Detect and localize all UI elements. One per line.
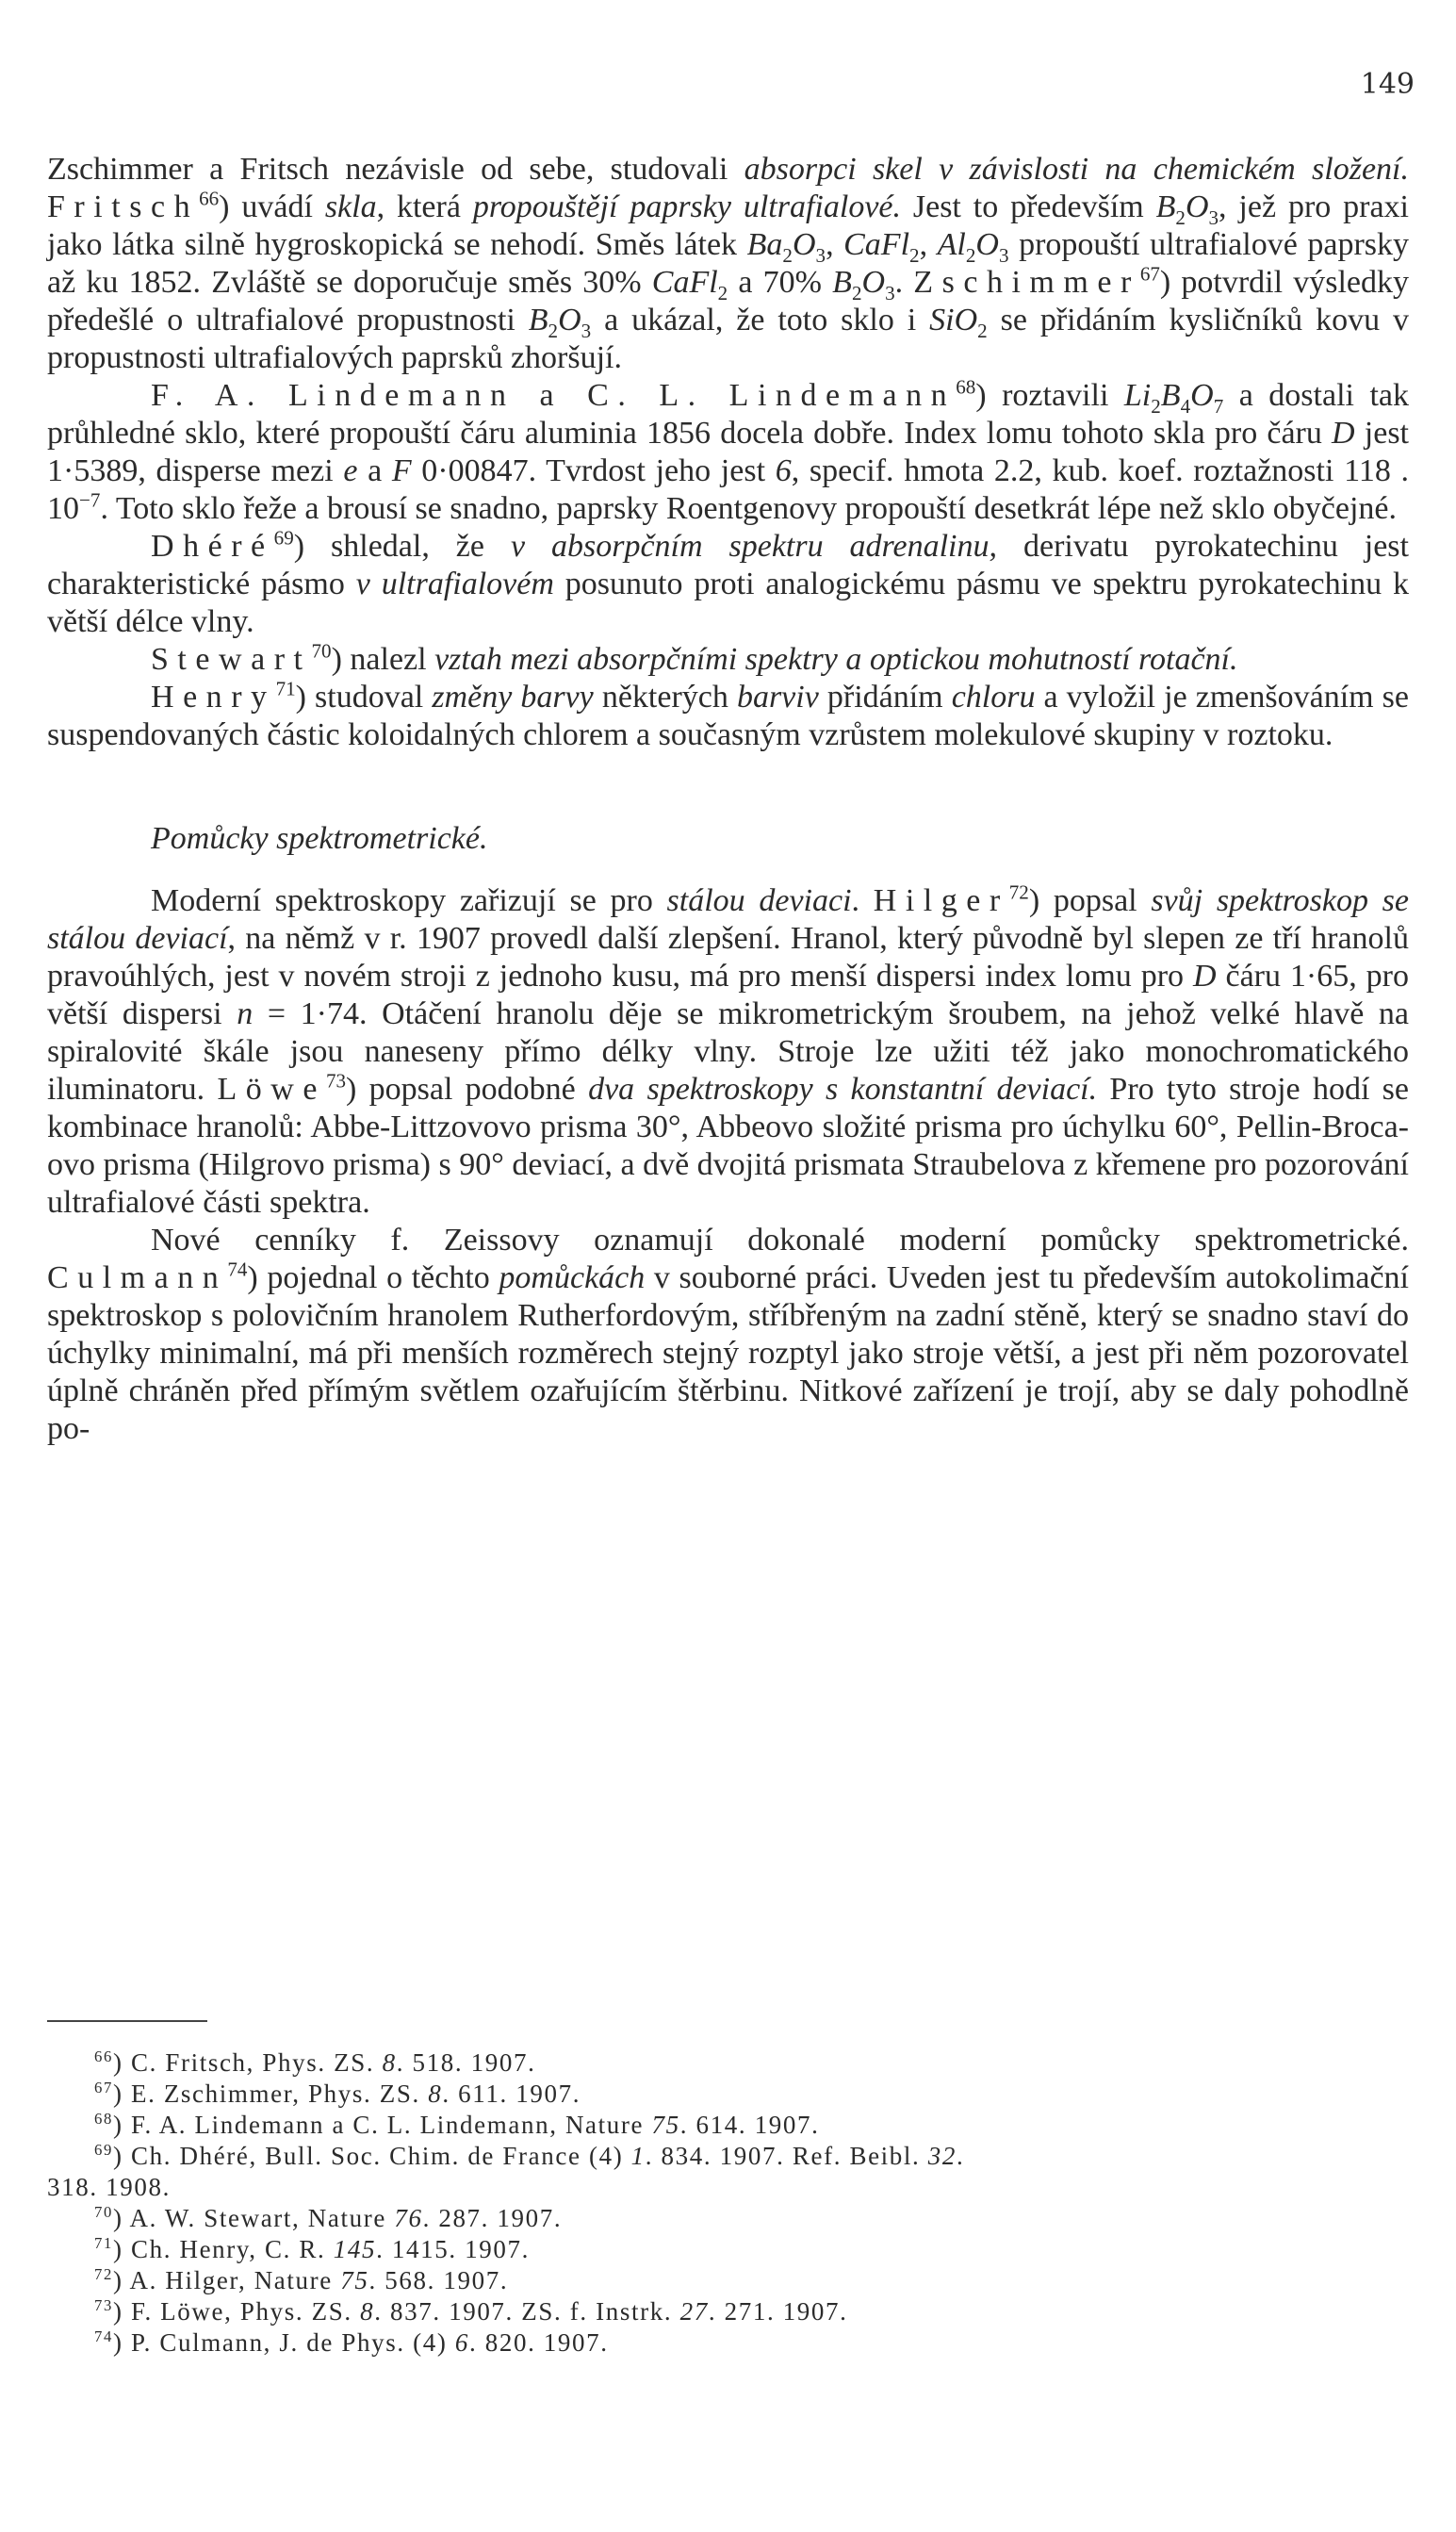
text-run: ) pojednal o těchto xyxy=(247,1260,499,1295)
text-run: a vyložil je zmenšováním se suspendovaných částic koloidalných chlorem a současným vzrůstem molekulové skupiny v roztoku. xyxy=(47,680,1409,752)
footnote-text: . 518. 1907. xyxy=(396,2048,536,2077)
text-run: posunuto proti analogickému pásmu ve spektru pyrokatechinu k větší délce vlny. xyxy=(47,567,1409,639)
footnote-divider xyxy=(47,2020,207,2022)
footnote-text: . 568. 1907. xyxy=(368,2266,509,2294)
text-run: e xyxy=(343,453,358,488)
text-run: Ba xyxy=(746,227,783,262)
footnote-number: 67 xyxy=(94,2079,113,2096)
text-run: ) shledal, že xyxy=(293,529,511,564)
text-run: čáru 1·65, pro větší dispersi xyxy=(47,959,1409,1031)
paragraph xyxy=(47,1222,1409,1448)
text-run: a 70% xyxy=(728,265,833,300)
text-run: Li xyxy=(1123,378,1152,413)
text-run: jest 1·5389, disperse mezi xyxy=(47,416,1409,488)
text-run: absorpci skel v závislosti na chemickém složení. xyxy=(744,152,1409,187)
text-run: O xyxy=(1190,378,1214,413)
footnote-text: . 287. 1907. xyxy=(422,2204,563,2232)
footnote-ref: 73 xyxy=(325,1069,347,1093)
subscript: 2 xyxy=(782,243,793,267)
subscript: 2 xyxy=(977,319,988,342)
text-run: . Toto sklo řeže a brousí se snadno, paprsky Roentgenovy propouští desetkrát lépe než sklo obyčejné. xyxy=(100,491,1397,526)
footnote-ref: 72 xyxy=(1008,880,1029,904)
subscript: 2 xyxy=(717,281,728,304)
paragraph xyxy=(47,679,1409,754)
footnote xyxy=(94,2265,1404,2296)
text-run: CaFl xyxy=(843,227,910,262)
author-name: Dhéré xyxy=(151,529,274,564)
text-run: B xyxy=(1155,189,1176,224)
author-name: F. A. Lindemann a C. L. Lindemann xyxy=(151,378,957,413)
text-run: , jež pro praxi jako látka silně hygroskopická se nehodí. Směs látek xyxy=(47,189,1410,262)
subscript: 3 xyxy=(998,243,1009,267)
footnote-text: 8 xyxy=(382,2048,397,2077)
footnote-text: ) F. A. Lindemann a C. L. Lindemann, Nature xyxy=(112,2111,652,2139)
footnote-ref: −7 xyxy=(79,488,101,512)
text-run: ) popsal podobné xyxy=(346,1072,589,1107)
text-run: barviv xyxy=(736,680,819,715)
author-name: Stewart xyxy=(151,642,312,677)
text-run: skla xyxy=(324,189,377,224)
footnote-number: 70 xyxy=(94,2203,113,2221)
text-run: vztah mezi absorpčními spektry a optickou mohutností rotační. xyxy=(434,642,1238,677)
author-name: Fritsch xyxy=(47,189,200,224)
footnote-text: 1 xyxy=(630,2142,646,2170)
footnote xyxy=(94,2047,1404,2079)
text-run: , xyxy=(826,227,844,262)
text-run: dva spektroskopy s konstantní deviací. xyxy=(588,1072,1098,1107)
text-run: . xyxy=(851,883,874,918)
page-number: 149 xyxy=(1360,68,1415,101)
footnote-text: . 1415. 1907. xyxy=(376,2235,530,2263)
subscript: 2 xyxy=(851,281,862,304)
text-run: . xyxy=(894,265,914,300)
footnote-text: ) Ch. Henry, C. R. xyxy=(112,2235,334,2263)
footnote xyxy=(94,2327,1404,2359)
footnote-text: ) F. Löwe, Phys. ZS. xyxy=(112,2297,361,2326)
footnote-text: . xyxy=(957,2142,965,2170)
text-run: = 1·74. Otáčení hranolu děje se mikrometrickým šroubem, na jehož velké hlavě na spiralovité škále jsou naneseny přímo délky vlny. Stroje lze užiti též jako monochromatického iluminatoru. xyxy=(47,996,1410,1107)
footnote-text: ) A. Hilger, Nature xyxy=(112,2266,341,2294)
author-name: Henry xyxy=(151,680,276,715)
subscript: 2 xyxy=(909,243,920,267)
section-paragraphs xyxy=(47,882,1409,1448)
footnote-text: 32 xyxy=(927,2142,957,2170)
footnote-text: . 611. 1907. xyxy=(442,2080,581,2108)
footnote-text: . 834. 1907. Ref. Beibl. xyxy=(645,2142,928,2170)
text-run: CaFl xyxy=(651,265,718,300)
text-run: , která xyxy=(376,189,473,224)
footnote-text: 318. 1908. xyxy=(47,2173,171,2201)
footnote xyxy=(94,2141,1404,2172)
footnote-text: 75 xyxy=(340,2266,369,2294)
footnote-text: ) C. Fritsch, Phys. ZS. xyxy=(112,2048,383,2077)
text-run: a xyxy=(357,453,392,488)
footnote-text: 76 xyxy=(394,2204,423,2232)
text-run: ) popsal xyxy=(1028,883,1152,918)
text-run: některých xyxy=(593,680,737,715)
footnote-number: 71 xyxy=(94,2234,113,2252)
text-run: propouštějí paprsky ultrafialové. xyxy=(472,189,901,224)
subscript: 3 xyxy=(581,319,592,342)
text-run: B xyxy=(1160,378,1181,413)
text-run: , specif. hmota 2.2, kub. koef. roztažnosti 118 . 10 xyxy=(47,453,1410,526)
text-run: F xyxy=(391,453,412,488)
author-name: Culmann xyxy=(47,1260,228,1295)
footnote-text: 8 xyxy=(428,2080,443,2108)
footnote xyxy=(94,2079,1404,2110)
paragraphs xyxy=(47,151,1409,754)
footnote-text: 145 xyxy=(333,2235,377,2263)
text-run: Al xyxy=(937,227,966,262)
text-run: SiO xyxy=(929,303,978,337)
footnote-number: 72 xyxy=(94,2265,113,2283)
text-run: v absorpčním spektru adrenalinu, xyxy=(510,529,998,564)
text-run: a ukázal, že toto sklo i xyxy=(591,303,930,337)
footnote-number: 66 xyxy=(94,2047,113,2065)
subscript: 4 xyxy=(1180,394,1191,418)
subscript: 2 xyxy=(965,243,976,267)
footnote xyxy=(94,2110,1404,2141)
text-run: n xyxy=(237,996,254,1031)
subscript: 7 xyxy=(1213,394,1224,418)
footnote xyxy=(94,2296,1404,2327)
text-run: B xyxy=(832,265,852,300)
text-run: derivatu pyrokatechinu jest charakteristické pásmo xyxy=(47,529,1409,601)
footnote xyxy=(94,2203,1404,2234)
text-run: O xyxy=(861,265,886,300)
text-run: ) roztavili xyxy=(975,378,1124,413)
text-run: D xyxy=(1332,416,1355,451)
footnote-ref: 70 xyxy=(311,639,332,663)
footnote xyxy=(47,2172,1404,2203)
footnote-number: 73 xyxy=(94,2296,113,2314)
text-run: O xyxy=(792,227,816,262)
paragraph xyxy=(47,151,1409,377)
text-run: pomůckách xyxy=(499,1260,646,1295)
text-run: Zschimmer a Fritsch nezávisle od sebe, studovali xyxy=(47,152,744,187)
text-run: svůj spektroskop se stálou deviací xyxy=(47,883,1410,956)
subscript: 3 xyxy=(885,281,895,304)
footnote-ref: 74 xyxy=(227,1258,248,1281)
footnote-text: 6 xyxy=(454,2328,469,2357)
subscript: 3 xyxy=(815,243,826,267)
text-run: Pro tyto stroje hodí se kombinace hranolů: Abbe-Littzovovo prisma 30°, Abbeovo složité prisma pro úchylku 60°, Pellin-Broca-ovo prisma (Hilgrovo prisma) s 90° deviací, a dvě dvojitá prismata Straubelova z křemene pro pozorování ultrafialové části spektra. xyxy=(47,1072,1409,1220)
subscript: 3 xyxy=(1208,206,1219,229)
text-run: ) nalezl xyxy=(331,642,435,677)
text-run: 6 xyxy=(775,453,792,488)
text-run: Jest to především xyxy=(901,189,1156,224)
text-run: ) potvrdil výsledky předešlé o ultrafialové propustnosti xyxy=(47,265,1410,337)
main-text xyxy=(47,151,1409,1448)
text-run: stálou deviaci xyxy=(666,883,852,918)
paragraph xyxy=(47,377,1409,528)
footnote-text: ) E. Zschimmer, Phys. ZS. xyxy=(112,2080,429,2108)
footnote-text: ) P. Culmann, J. de Phys. (4) xyxy=(112,2328,455,2357)
footnote-text: 8 xyxy=(360,2297,375,2326)
footnote-ref: 68 xyxy=(956,375,976,399)
footnote-text: 27 xyxy=(679,2297,709,2326)
footnote-text: 75 xyxy=(651,2111,680,2139)
author-name: Zschimmer xyxy=(913,265,1140,300)
text-run: chloru xyxy=(951,680,1036,715)
footnote-ref: 66 xyxy=(199,187,220,210)
text-run: D xyxy=(1192,959,1217,994)
footnote-number: 69 xyxy=(94,2141,113,2159)
text-run: změny barvy xyxy=(432,680,594,715)
text-run: , na němž v r. 1907 provedl další zlepšení. Hranol, který původně byl slepen ze tří hranolů pravoúhlých, jest v novém stroji z jednoho kusu, má pro menší dispersi index lomu pro xyxy=(47,921,1410,994)
text-run: propouští ultrafialové paprsky až ku 1852. Zvláště se doporučuje směs 30% xyxy=(47,227,1409,300)
footnote-ref: 71 xyxy=(275,677,296,700)
text-run: O xyxy=(1185,189,1209,224)
footnote xyxy=(94,2234,1404,2265)
footnote-number: 68 xyxy=(94,2110,113,2128)
footnote-text: . 820. 1907. xyxy=(468,2328,609,2357)
subscript: 2 xyxy=(1151,394,1161,418)
text-run: v ultrafialovém xyxy=(355,567,554,601)
subscript: 2 xyxy=(548,319,559,342)
subscript: 2 xyxy=(1175,206,1186,229)
footnote-text: ) A. W. Stewart, Nature xyxy=(112,2204,395,2232)
author-name: Hilger xyxy=(873,883,1009,918)
footnote-text: . 837. 1907. ZS. f. Instrk. xyxy=(374,2297,680,2326)
text-run: ) studoval xyxy=(295,680,433,715)
text-run: Moderní spektroskopy zařizují se pro xyxy=(151,883,667,918)
footnote-text: . 271. 1907. xyxy=(708,2297,848,2326)
text-run: O xyxy=(558,303,581,337)
footnote-number: 74 xyxy=(94,2327,113,2345)
footnotes xyxy=(47,2047,1404,2359)
footnote-ref: 67 xyxy=(1139,262,1160,286)
section-heading: Pomůcky spektrometrické. xyxy=(151,821,488,856)
text-run: Nové cenníky f. Zeissovy oznamují dokonalé moderní pomůcky spektrometrické. xyxy=(151,1223,1409,1258)
text-run: 0·00847. Tvrdost jeho jest xyxy=(411,453,776,488)
text-run: přidáním xyxy=(818,680,952,715)
author-name: Löwe xyxy=(217,1072,326,1107)
text-run: O xyxy=(975,227,999,262)
footnote-text: ) Ch. Dhéré, Bull. Soc. Chim. de France (4) xyxy=(112,2142,631,2170)
text-run: ) uvádí xyxy=(219,189,325,224)
footnote-ref: 69 xyxy=(273,526,294,550)
text-run: v souborné práci. Uveden jest tu především autokolimační spektroskop s polovičním hranolem Rutherfordovým, stříbřeným na zadní stěně, který se snadno staví do úchylky minimalní, má při menších rozměrech stejný rozptyl jako stroje větší, a jest při něm pozorovatel úplně chráněn před přímým světlem ozařujícím štěrbinu. Nitkové zařízení je trojí, aby se daly pohodlně po- xyxy=(47,1260,1409,1446)
text-run: B xyxy=(528,303,548,337)
paragraph xyxy=(47,528,1409,641)
text-run: se přidáním kysličníků kovu v propustnosti ultrafialových paprsků zhoršují. xyxy=(47,303,1409,375)
paragraph xyxy=(47,641,1409,679)
footnote-text: . 614. 1907. xyxy=(679,2111,820,2139)
text-run: , xyxy=(919,227,938,262)
paragraph xyxy=(47,882,1409,1222)
text-run: a dostali tak průhledné sklo, které propouští čáru aluminia 1856 docela dobře. Index lomu tohoto skla pro čáru xyxy=(47,378,1409,451)
